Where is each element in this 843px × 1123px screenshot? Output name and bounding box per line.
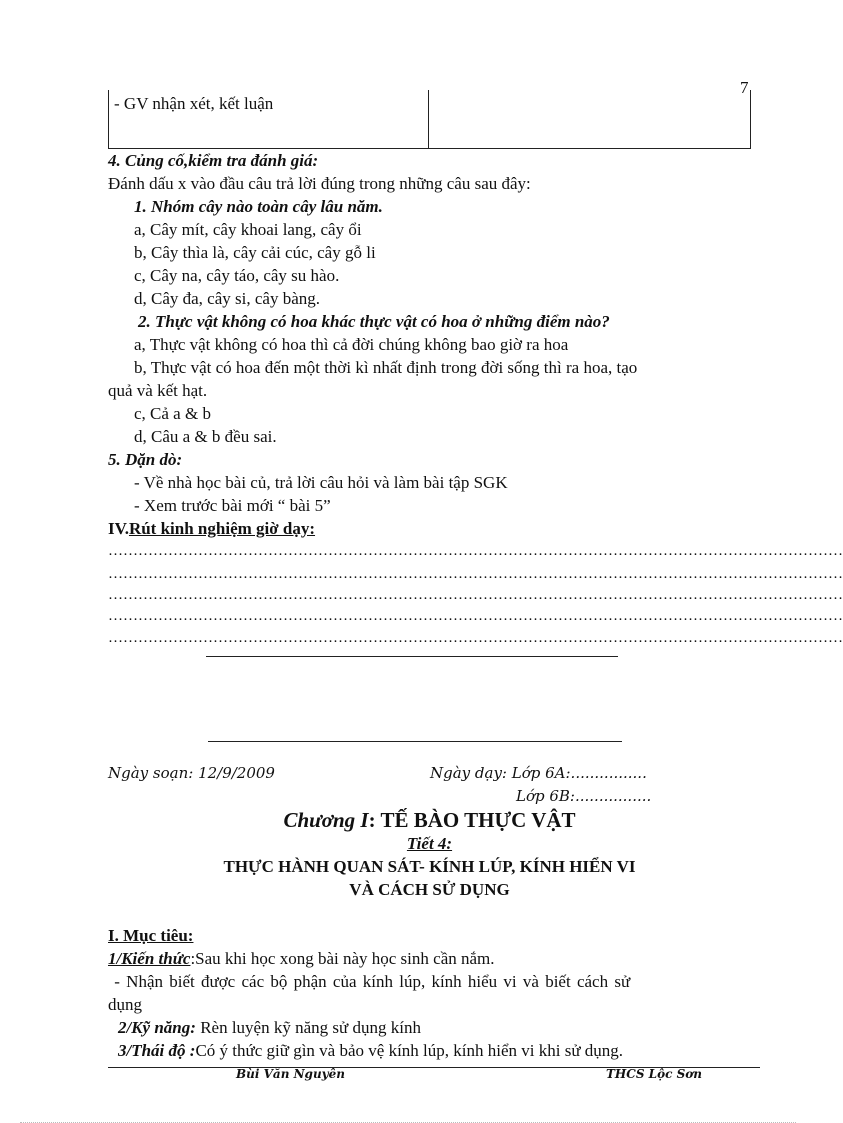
lesson-title-line2: VÀ CÁCH SỬ DỤNG xyxy=(349,880,510,899)
lesson-number: Tiết 4: xyxy=(406,834,453,853)
q1-option-b: b, Cây thìa là, cây cải cúc, cây gỗ li xyxy=(134,243,376,262)
knowledge-detail-line2: dụng xyxy=(108,995,142,1014)
q2-option-b-line2: quả và kết hạt. xyxy=(108,381,208,400)
q2-option-d: d, Câu a & b đều sai. xyxy=(134,427,277,446)
attitude-text: Có ý thức giữ gìn và bảo vệ kính lúp, kính hiển vi khi sử dụng. xyxy=(195,1041,624,1060)
page-number: 7 xyxy=(740,78,749,97)
table-border-right xyxy=(750,90,751,148)
objectives-heading: I. Mục tiêu: xyxy=(108,926,194,945)
q1-option-c: c, Cây na, cây táo, cây su hào. xyxy=(134,266,340,285)
section4-instruction: Đánh dấu x vào đầu câu trả lời đúng trong những câu sau đây: xyxy=(108,174,531,193)
q1-option-a: a, Cây mít, cây khoai lang, cây ổi xyxy=(134,220,362,239)
section4-heading: 4. Củng cố,kiểm tra đánh giá: xyxy=(108,151,319,170)
skill-line xyxy=(118,1018,421,1038)
table-border-bottom xyxy=(108,148,751,149)
knowledge-detail-line1: - Nhận biết được các bộ phận của kính lúp, kính hiểu vi và biết cách sử xyxy=(108,972,631,991)
section5-item-2: - Xem trước bài mới “ bài 5” xyxy=(134,496,331,515)
skill-label: 2/Kỹ năng: xyxy=(118,1018,196,1037)
knowledge-label: 1/Kiến thức xyxy=(108,949,191,968)
question-2: 2. Thực vật không có hoa khác thực vật có hoa ở những điểm nào? xyxy=(138,312,610,331)
attitude-label: 3/Thái độ : xyxy=(118,1041,196,1060)
dotted-line-2: ………………………………………………………………………………………………………………………………… xyxy=(108,566,843,582)
section-iv-prefix: IV. xyxy=(108,519,129,538)
table-border-left xyxy=(108,90,109,148)
dotted-line-3: ………………………………………………………………………………………………………………………………… xyxy=(108,587,843,603)
attitude-line xyxy=(118,1041,623,1061)
dotted-line-5: ………………………………………………………………………………………………………………………………… xyxy=(108,630,843,646)
lesson-title-line1: THỰC HÀNH QUAN SÁT- KÍNH LÚP, KÍNH HIỂN VI xyxy=(223,857,636,876)
dotted-line-1: ………………………………………………………………………………………………………………………………… xyxy=(108,543,843,559)
date-taught-6a: Ngày dạy: Lớp 6A:................ xyxy=(430,764,647,782)
skill-text: Rèn luyện kỹ năng sử dụng kính xyxy=(195,1018,421,1037)
question-1: 1. Nhóm cây nào toàn cây lâu năm. xyxy=(134,197,383,216)
footer-author: Bùi Văn Nguyên xyxy=(236,1067,346,1081)
chapter-title xyxy=(108,807,751,833)
date-taught-6b: Lớp 6B:................ xyxy=(516,787,652,805)
section5-item-1: - Về nhà học bài củ, trả lời câu hỏi và làm bài tập SGK xyxy=(134,473,508,492)
divider-1 xyxy=(206,656,618,657)
footer-school: THCS Lộc Sơn xyxy=(606,1067,702,1081)
date-prepared: Ngày soạn: 12/9/2009 xyxy=(108,764,275,782)
q2-option-c: c, Cả a & b xyxy=(134,404,211,423)
knowledge-text: :Sau khi học xong bài này học sinh cần nắm. xyxy=(190,949,495,968)
q2-option-b-line1: b, Thực vật có hoa đến một thời kì nhất định trong đời sống thì ra hoa, tạo xyxy=(134,358,638,377)
table-border-middle xyxy=(428,90,429,148)
q1-option-d: d, Cây đa, cây si, cây bàng. xyxy=(134,289,320,308)
chapter-prefix: Chương I xyxy=(283,808,369,832)
chapter-name: : TẾ BÀO THỰC VẬT xyxy=(368,808,576,832)
q2-option-a: a, Thực vật không có hoa thì cả đời chúng không bao giờ ra hoa xyxy=(134,335,569,354)
dotted-line-4: ………………………………………………………………………………………………………………………………… xyxy=(108,608,843,624)
section-iv-heading xyxy=(108,519,315,539)
knowledge-line xyxy=(108,949,495,969)
section5-heading: 5. Dặn dò: xyxy=(108,450,183,469)
section-iv-title: Rút kinh nghiệm giờ dạy: xyxy=(128,519,316,538)
table-left-cell: - GV nhận xét, kết luận xyxy=(114,94,274,113)
divider-2 xyxy=(208,741,622,742)
